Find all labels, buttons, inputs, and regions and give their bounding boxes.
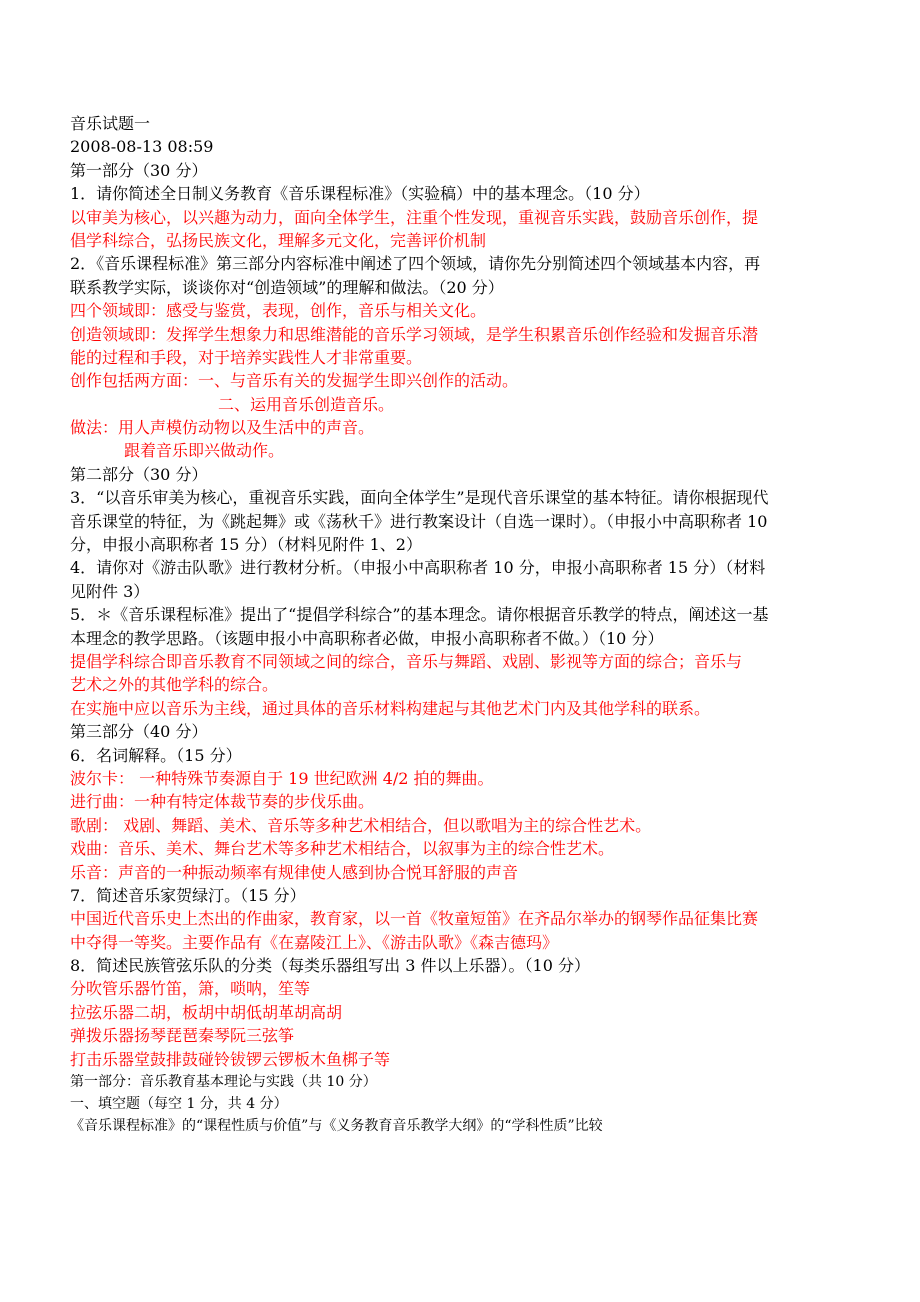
answer-line: 创作包括两方面：一、与音乐有关的发掘学生即兴创作的活动。 [70, 371, 519, 391]
question-line: 《音乐课程标准》的“课程性质与价值”与《义务教育音乐教学大纲》的“学科性质”比较 [70, 1118, 603, 1135]
answer-line: 能的过程和手段，对于培养实践性人才非常重要。 [70, 347, 423, 367]
answer-line: 倡学科综合，弘扬民族文化，理解多元文化，完善评价机制 [70, 230, 487, 250]
question-line: 3．“以音乐审美为核心，重视音乐实践，面向全体学生”是现代音乐课堂的基本特征。请你根据现代 [70, 488, 769, 508]
document-title: 音乐试题一 [70, 114, 151, 133]
question-line: 4．请你对《游击队歌》进行教材分析。（申报小中高职称者 10 分，申报小高职称者 15 分）（材料 [70, 558, 766, 578]
question-line: 第二部分（30 分） [70, 464, 208, 484]
question-line: 音乐课堂的特征，为《跳起舞》或《荡秋千》进行教案设计（自选一课时）。（申报小中高职称者 10 [70, 511, 768, 531]
answer-line: 歌剧： 戏剧、舞蹈、美术、音乐等多种艺术相结合，但以歌唱为主的综合性艺术。 [70, 815, 652, 835]
question-line: 第一部分（30 分） [70, 160, 208, 180]
question-line: 本理念的教学思路。（该题申报小中高职称者必做，申报小高职称者不做。）（10 分） [70, 628, 664, 648]
answer-line: 进行曲：一种有特定体裁节奏的步伐乐曲。 [70, 792, 375, 812]
question-line: 联系教学实际，谈谈你对“创造领域”的理解和做法。（20 分） [70, 277, 504, 297]
answer-line: 分吹管乐器竹笛，箫，唢呐，笙等 [70, 979, 311, 999]
document-datetime: 2008-08-13 08:59 [70, 137, 214, 157]
question-line: 1．请你简述全日制义务教育《音乐课程标准》（实验稿）中的基本理念。（10 分） [70, 184, 650, 204]
answer-line: 打击乐器堂鼓排鼓碰铃钹锣云锣板木鱼梆子等 [70, 1049, 391, 1069]
answer-line: 波尔卡： 一种特殊节奏源自于 19 世纪欧洲 4/2 拍的舞曲。 [70, 768, 494, 788]
answer-line: 做法：用人声模仿动物以及生活中的声音。 [70, 418, 375, 438]
question-line: 8．简述民族管弦乐队的分类（每类乐器组写出 3 件以上乐器）。（10 分） [70, 956, 590, 976]
answer-line: 戏曲：音乐、美术、舞台艺术等多种艺术相结合，以叙事为主的综合性艺术。 [70, 839, 615, 859]
question-line: 5．＊《音乐课程标准》提出了“提倡学科综合”的基本理念。请你根据音乐教学的特点，阐述这一基 [70, 605, 769, 625]
document-lines [70, 159, 870, 1137]
answer-line: 四个领域即：感受与鉴赏，表现，创作，音乐与相关文化。 [70, 301, 487, 321]
answer-line: 提倡学科综合即音乐教育不同领域之间的综合，音乐与舞蹈、戏剧、影视等方面的综合；音乐与 [70, 651, 743, 671]
question-line: 7．简述音乐家贺绿汀。（15 分） [70, 885, 306, 905]
question-line: 第三部分（40 分） [70, 722, 208, 742]
answer-line: 二、运用音乐创造音乐。 [218, 394, 395, 414]
answer-line: 艺术之外的其他学科的综合。 [70, 675, 279, 695]
question-line: 2．《音乐课程标准》第三部分内容标准中阐述了四个领域，请你先分别简述四个领域基本内容，再 [70, 254, 761, 274]
answer-line: 中夺得一等奖。主要作品有《在嘉陵江上》、《游击队歌》《森吉德玛》 [70, 932, 559, 952]
answer-line: 乐音：声音的一种振动频率有规律使人感到协合悦耳舒服的声音 [70, 862, 519, 882]
question-line: 6．名词解释。（15 分） [70, 745, 242, 765]
answer-line: 以审美为核心，以兴趣为动力，面向全体学生，注重个性发现，重视音乐实践，鼓励音乐创作，提 [70, 207, 759, 227]
question-line: 第一部分：音乐教育基本理论与实践（共 10 分） [70, 1074, 377, 1091]
question-line: 分，申报小高职称者 15 分）（材料见附件 1、2） [70, 535, 422, 555]
answer-line: 创造领域即：发挥学生想象力和思维潜能的音乐学习领域，是学生积累音乐创作经验和发掘音乐潜 [70, 324, 759, 344]
answer-line: 中国近代音乐史上杰出的作曲家，教育家，以一首《牧童短笛》在齐品尔举办的钢琴作品征集比赛 [70, 909, 759, 929]
answer-line: 弹拨乐器扬琴琵琶秦琴阮三弦筝 [70, 1026, 295, 1046]
answer-line: 拉弦乐器二胡，板胡中胡低胡革胡高胡 [70, 1002, 343, 1022]
answer-line: 跟着音乐即兴做动作。 [124, 441, 285, 461]
question-line: 见附件 3） [70, 581, 150, 601]
answer-line: 在实施中应以音乐为主线，通过具体的音乐材料构建起与其他艺术门内及其他学科的联系。 [70, 698, 711, 718]
question-line: 一、填空题（每空 1 分，共 4 分） [70, 1096, 288, 1113]
document-body [70, 112, 870, 1137]
